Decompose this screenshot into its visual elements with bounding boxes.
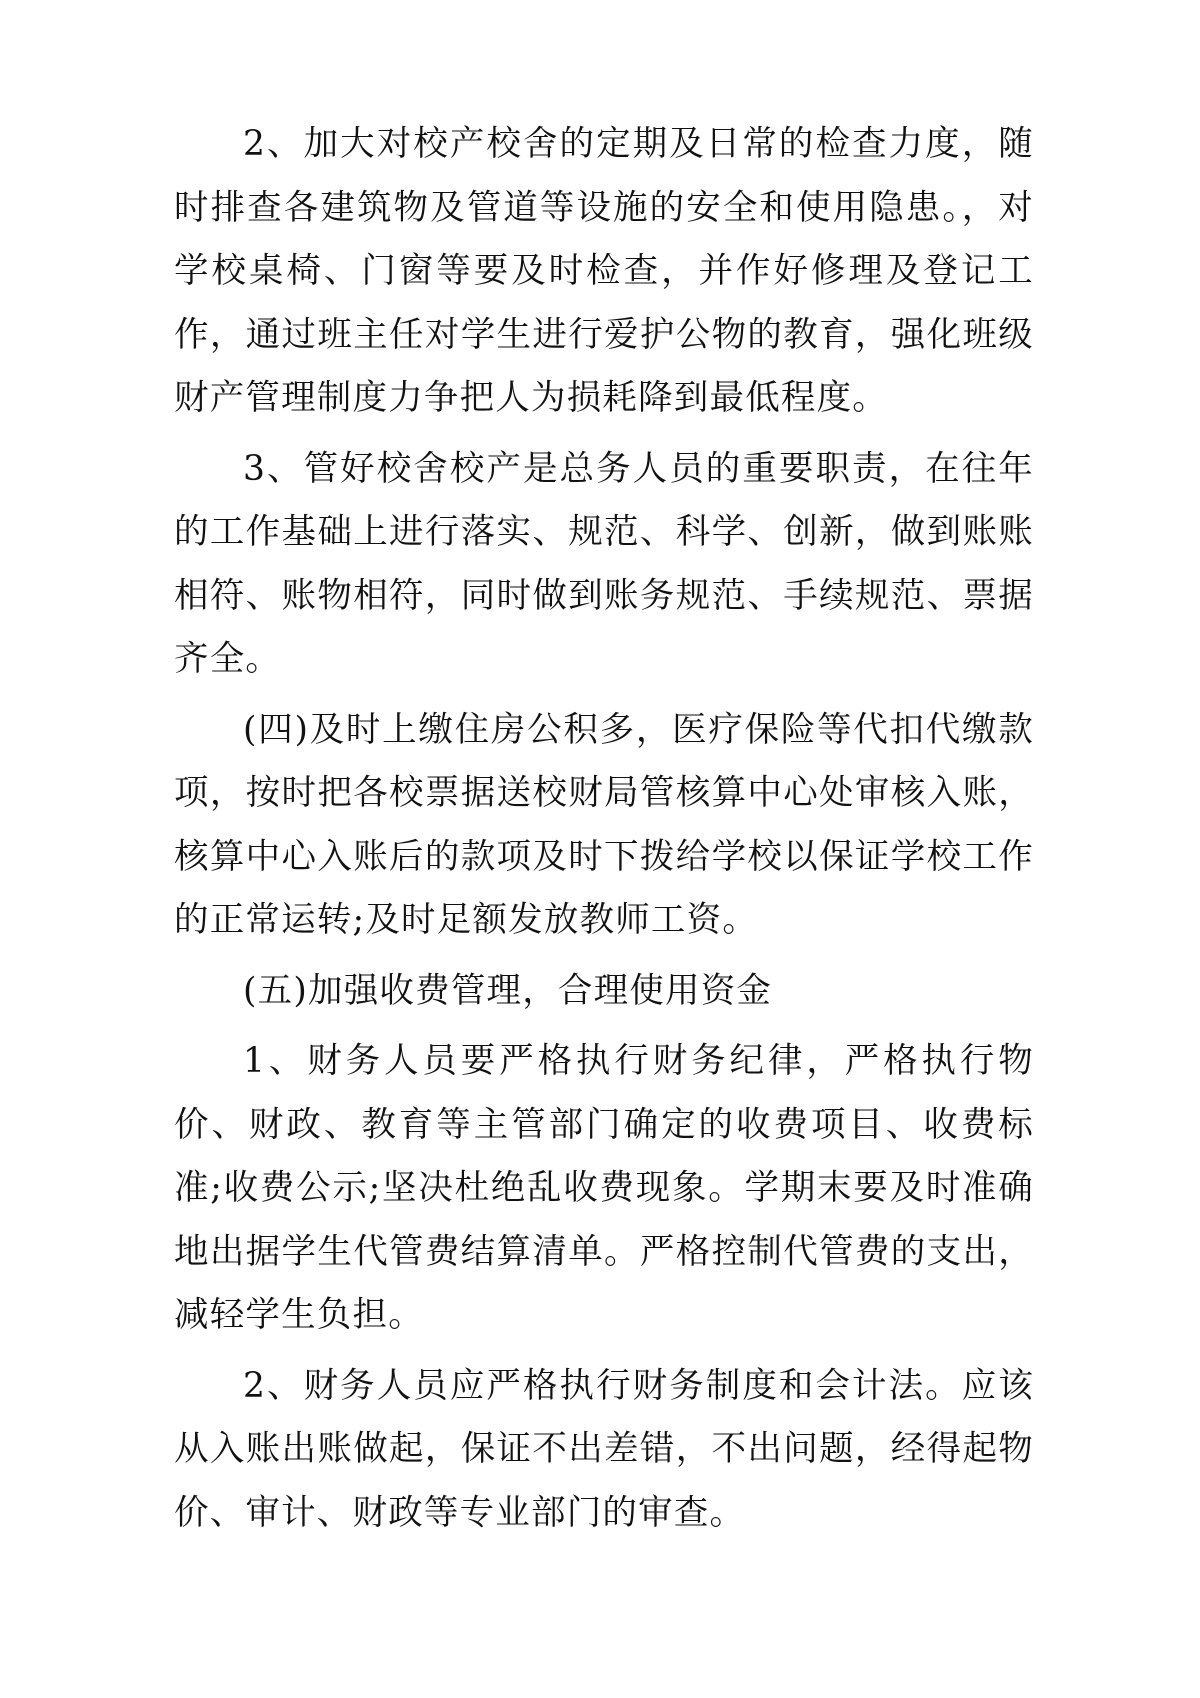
paragraph-fee-discipline: 1、财务人员要严格执行财务纪律，严格执行物价、财政、教育等主管部门确定的收费项目、收费标准;收费公示;坚决杜绝乱收费现象。学期末要及时准确地出据学生代管费结算清单。严格控制代管费的支出，减轻学生负担。 [174,1041,1034,1335]
section-heading-fee-management: (五)加强收费管理，合理使用资金 [243,970,773,1011]
paragraph-accounting-law: 2、财务人员应严格执行财务制度和会计法。应该从入账出账做起，保证不出差错，不出问题，经得起物价、审计、财政等专业部门的审查。 [174,1365,1034,1533]
document-body [174,113,1034,1552]
paragraph-payments: (四)及时上缴住房公积多，医疗保险等代扣代缴款项，按时把各校票据送校财局管核算中心处审核入账，核算中心入账后的款项及时下拨给学校以保证学校工作的正常运转;及时足额发放教师工资。 [174,709,1034,940]
paragraph-property-management: 3、管好校舍校产是总务人员的重要职责，在往年的工作基础上进行落实、规范、科学、创新，做到账账相符、账物相符，同时做到账务规范、手续规范、票据齐全。 [174,448,1034,679]
paragraph-building-inspection: 2、加大对校产校舍的定期及日常的检查力度，随时排查各建筑物及管道等设施的安全和使用隐患。，对学校桌椅、门窗等要及时检查，并作好修理及登记工作，通过班主任对学生进行爱护公物的教育，强化班级财产管理制度力争把人为损耗降到最低程度。 [174,124,1034,418]
